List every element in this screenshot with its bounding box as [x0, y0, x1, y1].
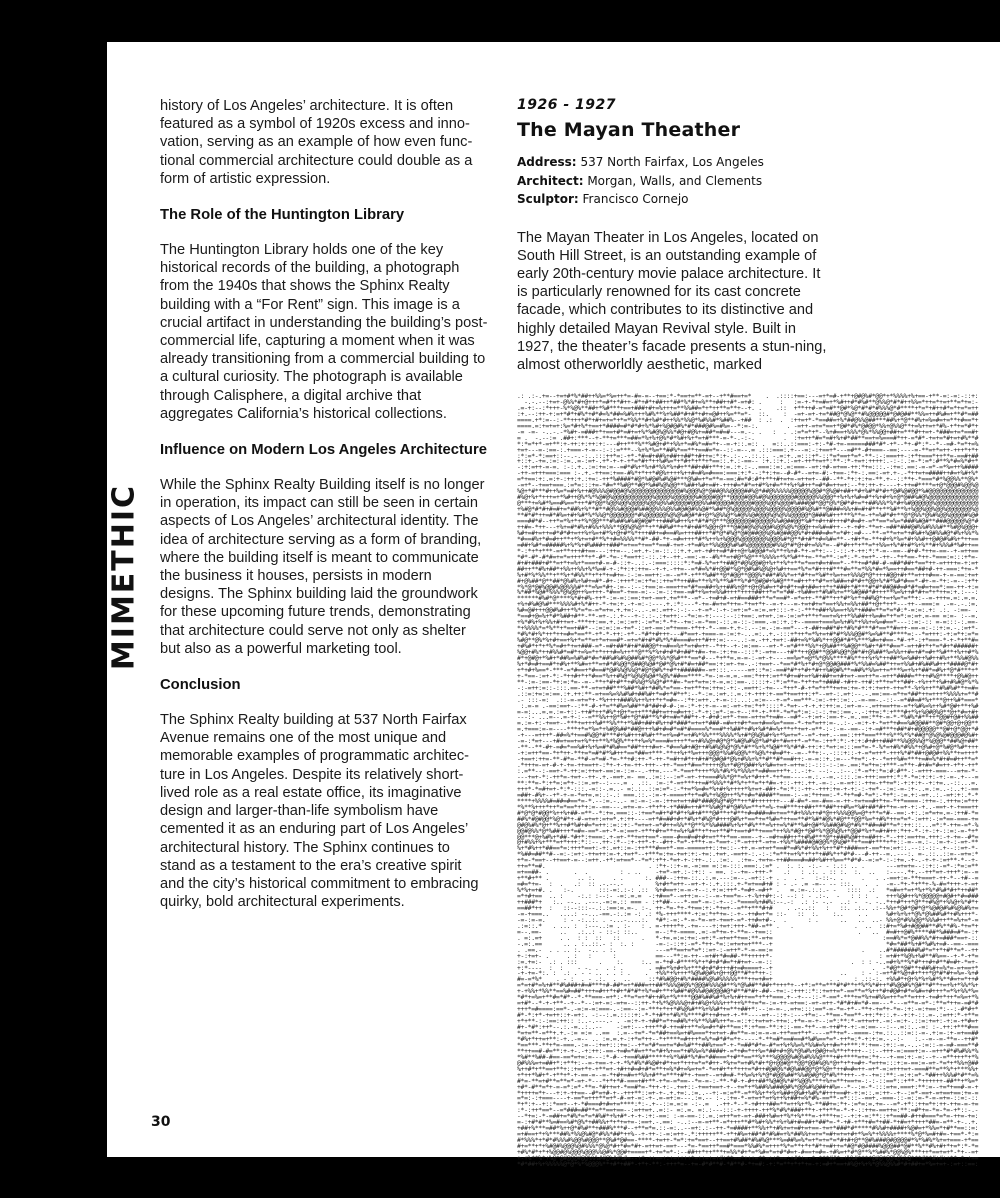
intro-paragraph: history of Los Angeles’ architecture. It is often featured as a symbol of 1920s excess and inno-vation, serving as an example of how even func-tional commercial architecture could double as a form of artistic expression.	[160, 98, 473, 187]
section-heading-influence: Influence on Modern Los Angeles Architecture	[160, 442, 487, 459]
sidebar-label-text: MIMETHIC	[106, 483, 142, 671]
page-number: 30	[151, 1114, 171, 1130]
building-metadata	[517, 153, 829, 209]
article-body: The Mayan Theater in Los Angeles, located on South Hill Street, is an outstanding example of early 20th-century movie palace architecture. It is particularly renowned for its cast concrete facade, which contributes to its distinctive and highly detailed Mayan Revival style. Built in 1927, the theater’s facade presents a stun-ning, almost otherworldly aesthetic, marked	[517, 229, 827, 373]
sculptor-label: Sculptor:	[517, 192, 579, 206]
architect-value: Morgan, Walls, and Clements	[587, 173, 763, 188]
ascii-art-theater-image	[517, 392, 1000, 1168]
sculptor-line	[517, 190, 829, 209]
section-body-influence: While the Sphinx Realty Building itself is no longer in operation, its impact can still be seen in certain aspects of Los Angeles’ architectural identity. The idea of architecture serving as a form of branding, where the building itself is meant to communicate the business it houses, persists in modern designs. The Sphinx building laid the groundwork for these upcoming future trends, demonstrating that architecture could serve not only as shelter but also as a powerful marketing tool.	[160, 477, 485, 657]
ascii-art-glyphs: .: .:-.+=--+=+#*%*##++%%=*%=++*=-#=-=--+==:*-*==+=**-=+--+**#==+=* . .::::+==:---=+*=#-+**+@#@%#*@@*+*%%%%+%+==-+**-=:-=:-::+: -.-.--:+=+-@%%*#+@+++*=#*+*#++-#*+#*+##++*##*%*#+=%**+##++#*-=+#: . : :=-+-*+=#=+*%#++#*#%#**@%%@*#*#++%%=*++=*+=+**=*+=:- .=-+:--:*+++-%*%@%**##+*%#***+==+###+#+=%+++=**%%##=*+*++**=**+--+. . .:: +**++#-=*=#**@#*%@*#*#*#%%%@*#****+*=*+#++#*=*+=*=++ :+.--:++-+:=+*#*+#%*+#*#=%*##=%#%+++%#%**%+%##*#+#*+#+=@#++%=**=*- ::. : -=+-=+-+=*##@*@%@**#%@@@@@#*@#@##**%%=++#%#=+**#*=## ====.+*:=--:-**+++*#*+#+=+=*+*=*%%**#+%#*#++%%*%%@*%#%%#*%##%--+## : .: . :++=+*-*==##=+%*##@%%@##***##%+*@**#%+=%=#=+=**+#==*+ ====.=:+=+=+:%=*#+%*+==+*####=#*#*#+%*%#+%@#@#%*#*###@#%=#%=--*:=-:. . -=++-=+=*==+*@#*#%*@#@@*%%+@%%@**+=%++=+*#%-+*+=*#*+ -= -=- -..-.-*%#+-=###+*+==+#*=#+=+%*%#@%@%%*#@+#@%+=##*=#=#---=.-. . : . .:=*=*+*--%+#==+%%%*@%*%%@@+##+=***#++=+-*###=+=*==#+ = . -.--:= .##+:***--+-**+=***=##=*%+%+@%*#*%#+%+*=+#***-=-*-.-:-. . :+=++*#=*=#+%+#*##**==+=%===#*++-=*#*-+=+=*#+=+#%**# *:*=*+*-=+**:+-++:+:++:+:---#++***%**%#@+#*+%%+*=#%*=#=*+--=-+::.=:: . =::..::===:-+:-*#-+=-=====###*#*-+*--*+-#*:*--*--=#-*=*+=% +=+---=-:==-:.+===-+-=--:-::=***--%+%*%=**##%*==**+==#=*=--::-=--.= .:::===:.+---=:-:+==+*---=#**-#+===--==:----=-**=+*=++-+++*+*+ :*:=*-*:==+::--.-.-:..:::++*=:-+*-*#=#+##%+##++##*+#++=:*:+-.:-.-.::.:. -.=:+..=:::+*-::*=*==+*=*-**-:-:===++-:+*+===*++**=-==#+## +::+.-+=.:=:-:=..=-:=+-.+*-+-+-+*=*#+*++%#%=*+*#+*+**+*==::.+.:-==-- :+.::+.:-=+-++*+=+*:**-:*-+=+:++++:.-:-:.:=-*:=*:#**%*#=%*#+* -:+:=++-=-=. :-:.+..:=:+=:=--=#*#%+*%+#*%%*%+#+**##+##+**+:=.:+.:-..===::=:.=:===--=+:+#-=+==-++:*+=:::.-:+=:.==:-=-=*-=*%=++%#### -++-=+++===:=== :-.+.-++==:+==-#%*+*++*#@%++++%++#=#%=#===:===:+:*--:*+:+=--#-#*--=+=-#:-+==-:*+-:.==:-=+.+-.-*++=+=####++#=+%#+%* =*+==:+:.=:+-:++:+.:+=:-++*%####*#@*%#@#%#%@#***@%#=+*=**=-==:#=*#:#*+**+#+=+=-=++=+--##--**-*+:+:+=-**.+--::**+-*===*#*%@@%%**@%* -=+*--+==+===.:=*=:::+=-*#=**%#@**#@*%##%@%@@**%##+%#+=#+-+++#=*#*=+#*%+#=**+%+%#++*=#*#=++=+:--*+:++-+----+-++=#****=+@*@@@#%@@%@ %@+*#***#++%=*=#+%++#@%%%@#@@#@%@@@@@@@@@@@@@@#%@@@%@*@##@%%@@@@##%@*##@%%%%%@@@@@%@@#*@%@#+##+*#+%#*#*#+*@#%@#@@*%#@@@@@@@@@@@@@@ #%@+%+*+++=+*%#++@%*%*%@#@%@@@@@@@@@@@%@@@@%@@@@@@%#@@@#@@**@@@@#@@%#@%@@@@@@@#@@@@@%%@@@*+%+%+%#=#*+%+#+%+@*@##%#@%@@@@@@@@@@@@@@ @***+=%#*%==#%==*++*#*@@*%@@%@@%@@@@%@@%@%%#@@@@#@@@%%##@@@@#@@@@@#@@@%@@%@@@#%###@#*@@*@%*@#*#+=*+##%%%*%*#+%#@@@@@@%@@@@@@@@@@@@ +%#@*#*#+#=#+=*##%+%**#**#@%%#@@@#%##@@%%%@%%#@#@#%%@#*%##*@%@@@@@%@@@%@@@@%@@@@#%@%#**@###=%%+#=#+#**+**%#**%+%@@%@@%@@%@@@@@@@%@ **#*#*++=#*#%=+#+%#*%*%%@*@@@@@@@*#%@@@@@@%@%@%#@#*#+@*%@%%@*%#@%%@#@@@%@%@%%@@@@@*@###%#++***%**=-+*=%#*#+**@*@%%*@%#%@@%@@@@#%@# ===##*#--++*=*%+*+*%*@@***#%##%#%#@#@#*++###%#++%+*#*#*@***@@@@@@@#@@@@@%%#@##@@*%#*+#++#+++#*#=#+-=**==*=%=*###%#@#**###@@@@@%@*# ++#=-*++---+%+=#*#%+#%%+%%%**@@%@%@**+**##%#**+*#+##*%@@+@***@#@#@%@%@@#%@@%@%*@@@++=%#=#++--+-+#+-**=+-=##*###@#%%#%%%#**%#@%@@@+ %#+=#+=++=#*#*#+=++%+%=+#*%+@+#*%*+++##+=#==#%=+++##++*#*@*#%@*@#@##@@%@%#@##@@%*#+###=#=*=*#+:=#---**-=**=+=*+#%#+%@#%%#@*#%+%%*% *#==#%+*#=#++**+*%+=+#**%*+#=%%%%**#*-##-*+-=#=+++*#*%++%+%@@@%@@@@@@@%@@@%#*@**#+#*+#=%#=**--+#+*=-**+#+%*%=*#+%%#++@#@#%#%+*++== =##+%#*=#####%+%*%+#%###++###*=+==*+==**==#-+=+-+*=#%+*%%@@@%#%#%@@@@@@@#%%@*#*@+#+=%%*=--#*#++*+**=*+%%=+%*#+#*%+%**#+%%%#*%#++== *-:*+*+***-=+**+++#+==---:++=--.:=+.+-:=-::.::+.+.=+-+#++=#*#++@+%#@@#*=%**+%+#-*+-=*+:--:-::-+-++:*:*-=--==--#+#-*++=-==--+-=++== *#*-#*-#*#=+=*=+++**+*-#*-*=-:*==++:-::.:+--++.-==:-=--#%**=+#@*%@***%%%%+*%*%#**+=-**=**-:=*:-*-+=+*--++--*+*==-*++-*===:=:::+*=- #+#+###+#**=+*+=%+*===+#-=-#-::+-..:.-:===:::::*:*=#-%*=+*+##@*#@%@@#@+%+*+%*+**=*==+#=+#==*--**+=#*##-#-=##*##+*==*++-=++++=-+:=+ ##++**#%+##*+%%++%%+%*%=#-+-:*+:+:++=--+-+.-++=--=*#=%*#+@@#*%@*@#%#%@%@+%#++==*%*=*#+++#***#=**=*%%*#=*%==++#==*##+#-++-===:*+=-* %+#*%*%%**+**%+*#%%**+*+*+=#+=-:-:=-==++:-=--=**-+***%##**@*#@@**@@@%*##*#%%*=+*#*+=*%#*+%=+=+%%%@*@*+++#@@+#+**=+++#==-+-=-==:+=+ #+@%##*@**##*@%#%+%#+=#*-#+-:+++*:=:+*=::++=**++##=**+%*%**%#**%*#*@#@#+%#@***=#++*+*#*=+%##=+#*#+*@@+%*#*%#*#==*-#+-=-*+:-=--:+*+ *%*@*@#%@@#%@@%%%#***=%=*#+-:=--:--:+==:=-===++=*#*==##+%++##%+@*+@+@%#=+*#+#*+=#+##=++*+*###+*#***#*#*##@##=#*#*=#=+==*:==-++-+:= %*##*%@#*%%%*@%@@++%=+++-*#==*-+==-=:--:=-::+==-=#*+%=+=%%#+++*++++##++*=*=*##-+%##=+*#%#%+=**%#@##*#+++**%=%++#*#+=*+*++=:+.:---: ******#%#*@****%*#+#%-++*-:=-=::==:+=+-==+.+=***--=*--+=#+#-=+#==###+**=*==#*-=*=++-**#**++*#*%+*+##%@*+=+%=*=**+:--=-+++=.=:.=.=. +%+#%#@%#***%%%%#+%*#++-*-+=:+.-+-=:-:---.+.:*:---*-+=-#=+=*++=-*+=+*+--=-+---=-+=+#+=*==+%%+=%%+##*+@+*++*---++--===:= .-=-.-.:=. %#=@#+++@@#%#++*%*=*=-=*=+=.+.+=:-..-.=:.=++-:-:---+-=*-:-+-:=+:=*-=:=.=+:::-+-:-***+##+%%==+%%*+###=**=*=*#:*-=:=:.+: .:. -:==- . *==#+@=%+*#*%##+#**-**-=+-.:.+---+-:.:-.:+=++:--*=:=-+:---:--::+==:.=+=+.:=-:=:=*+**+*==+=%++*%%##++%=#=*+*=*:=:=+.=-== =:=- :--=. +%*#%+%+%%+#++=+-***++:==.+.:=::=+:-:=*=:*-*+--+=:-=-*==:-::.=-::-:===.-=::+.:+--====+===%=%+#%*+%%+=%=#==*---::=:-:: =-=:::-:.==- *+%%%%*=*%**+*==+##*--:=:=::=-+=*-::=+-==:=*+===-+*++-*--==-+.+-:.--:=.-:=-==*---+-##+=##*#+*#%*#***#*==**#=++-==-=:-::+:=.-.:=+*- *#%*#+%*++*++=#=*==**-+*-*-++:-+*--*#*+#+++---#*==+-+===-=-:=:+-...=:..+.-:::+*++*=*%+=+#*#*%%%@@#*%=%#**#****=:--*=+++:-+:=*+:=*= %#@**@%*%+#+==+%+*=**=+*=+==#*-=+=*#+#*#%*%*#===#=++*#++:=:---..:-=.-++.+=+:-##+=%*%#%*++@@#*#*%***%#=+#==-*#-+*-:+*===-*-+-*+**#= +#%#*+*+*%*=#+*+=+###-=*-=#+##*#+#*##@@*+=#==%+*=+#=++--*++--+-:=:==---=+-*-=*#***%%*+@%##**%#@@**%#+*#**#==*-=++#+*+*=*#+*######+ %@@+#%*++#%%#*=#*+=%=*+*+++#=%++**@**%*%+#+#*#+##*+#=-+=-:+:+=--:::*:-=+=---+#**++@@#**@@#%@@*@#*#+@%##*%=%%++#=+#*=#+*%#**+%++#*% #*+@#@+*%#+*##%=%#%#*#=*##%#%#%@##%#*@@*%%*@%#***==*#---*+**=.=-=-:-=+-+----==%=*=@*%*@%%****#%**++%+%*++##*%=%##++%#++#%+**%%#@%% %+*#=#+==#*+#%+**%#=+**=+#*#%@@*@##@%@#*@#*@%+#*#=+##*==:+:=+-+=-.-:+==+--*==*#*%+*#+@*@@#@###*%*%%#=%##*++=+%%#+#%##%#++*####@*#+ +*+#+%==*-***-=*#==+*#==#*@#%%@%%@*#@*@#%*+#*+######=-=+:::.-----=+::*=:-==#*#*+*#+*#++%#@#%**=##%*%%=++=***%=+%+*##*=#%+*@*#***+* +-*==-:=+-*:-*++#+*+*#==*%++#%@*%@%@%@#*%@%*##==****-*=-:=-=.=.-==:*+++:=+**#+=#+=+%#+##+=+#+=+-==++*=-=++*####=**++#%@****+@%#@++ **-:=-:==-*+:=:*=--=--**+*#+#**+#%%@*%%@*#**#=-*=+*=+=:+-=.=::==-.::::+-:*:=**=-*+*+=*+####-+#++-++#:+**+=*+*##+-+%++*+%#+#%#@*%*% -:-=++:=::-:::.==-**-=+=+##***%##*%#+*##%*=*==-+=+**+=:++=:-+:-.==++:-+=---*++*-#-+*=*+**+=+=:+=-+:+:+=++-++=**-%+%++**#%#%#**+=#= .::=:+=:=:==.:+.++:**-=+==%=%%#%#+##%#+*=#+*#*+*:--*-:=.:=+.:.=.:+-+++:+-==*+==+++:+*--=+-:.=+:--.-.==:==-=*+=*##*++=+++*%%%%+=**# .- :::-=: .::-=-=+=*+-*%++++###%%++%++*+*=#=--:*+:=++..+-=-::...:.=:=---+-=*-==***-:=:-++::=:..-=-==-.-::--=*##=#*%+***@++%#*===* :.=-= .-==:==+--:**-#-+*=**#%=%##**#*##+#-#-:=-:*-+:+-=--=:-=+-+=:*+*::::*-*=+--+-+.+:++:=.:=+-=--.=++==++=-=*+%#%=%++%#*@#+**+%# =-=:...=.=.:=-+::-++#*++*#%*+@+*=++***##+=++=#=++:-*-+::=*-:=-+--:**-+-***-*=*=*:=:-:-:.+=::==.-.-:++=:*:+***#+*%+%@#@%@**@+*#=+#+ ---:- ...=--.=-+-:--=**%%++@*%#+*@*##**%*#+=#=*##*+-+-#+#:=+*-+==-=++=*+=#=--=#*--+:=+-:==-+-.=..==:**+-=-*-*%#%*#**++*@@#+@#+%%## =.:=-+:-+==+--***+=+++%#**%%**+*%##+##+#%++#*###*=+=+*###-=#=++#+*==+#==%=*===-*-+=*=++:=-..:-.-=:+-+-*=+*+#==%#@@##**@#*@@+@+@@** =.+===:=-=----***+*=*%=*+%#@%##*##@+++%#+#=#*=#*#====%*==#*+%##*+#%+%#*#=%+**+*+=+-=**-:-:-=--==--:+-=#***+##*#+#@@@@@**@#+@*@@+*# -+---=+++*-##=%*+==#%@@*#***#+%#+++#%#+**=+%=#*=+#%*%%***%%%%*%+#*@%@%#+%+*%=+=*--=*-+=+.--==::++*===***+%**%*%*##@*@%@%@#@@@#@%#+ -=-:*=+---+#=+==+=+%*++**%*%@%**+*+%=%*===#=+++**=+#%%@+#@*@*%#@%#%@*%#*#+*#=++*-=**=-:++*:*:-+:+:#+#++###**%%@@%%@*%@@@**##%@+##* -**--**-#+-=#=*==%#+%+%=#*#%#==*##*+++#=+-*#==%#+#@++#%#%@%@*@%*#**%+%*%@#**%*#*#-++:+:*=+:=:::==*=-*-%*=+#%*#%%*+@%#+@*%#@*%#*+++ -+:=++*==-*+*++-**+=*=#*#*%#++*==*##=+***-**++%+*%=+++@@@*%%#%@@%**%@%*+#=#*+--=--**+:-.-:::+::-+-=*=++*-+++%*#*##+@#@#+%%**+=+++* -+==+:++=-**-#*=-**#-=*=#-*=-**+#:++-*-++-*=#++#*++#+#*@#@#*@%+#%%+%**#**#*==#++:-=-=::+.:=---*+=*:-+--*=++%#=***+=#=%*#+#=#++**=* .*+++=-=+-#-+-+=-++==++-:*+-+-+=-++-+++--++-*==+*#==*++++@%+*#@*@##+%+%#=+=+-=++=::-:::-:-:=-.==:*=*+=:+***-=**+-#+#=*#=++-+*+-++* :.=**--:-==+-*-++:=:++=+-==:=-::=--.-++=.---*-*==+*+++*%%*#%*%*%%%+*=##==++*+.:.-:+- --:-..:--.:*-=*+:*=:#:#**-:-=+++-===---=+=-*- ---+=+-*:-++*=-+=+--++-.+.-==+.=- ==..:=::--:=*-=+-++===#%%*@**=%+*#++*-*+*==-----=.:.--=.-:::.:=-+++:==++:*:*-*=:+:+:-+:-=-.+---= **:**=-*:+*=:=*+-::=.=+--:---.= . .::. :=-:*-=+***++=#*%%%**#*%*+**=*+*#=-+::-++:.++.-=-:.-=-=+::-++=-+*+=*:-+:+:+--+:+=..-::...=. +++*-*=#+=+-*:*-:::.-=::-.=..- =:.:..::=:=*-:-*+=*%=#=*%+#+%++++*%+=+-##+-*=:*::-++--+++:+=-+-+:-:-+=*--:=:-=-:+-..=.:=..-:..+:-== =##+-#%+--+*-+-=-*=+=.=:.:-.: ===.::.-:=-+-====+*+*=#%*+%@@++*%*+#=*####**===-:--=:*++==:-*-*+*=#-*=*:-*+*:-:=.+:-=+..:.-=+:+:.*-* ****+%%%%#=##=#==*=-*.--:=.-..- =:-=-:-=-:++=+=++##*###@%@*#@**++*#+++++++---#-#=*-==-#==-=-++-+=+==#+*+=-*+*====-:++=-:.+++=:=*++ *%**%+++*++*=*==*+*+:=--==---.=+=-=--+*+*+-+*###=++#**%%#@*#*@#%%=**+*=%-+=#***++##+***##*++#%=*%#+##*#+*+=-=+-+:-+..-==+-+-+===++ #*@*@*#@@*%++%+##-=**--*:+=.===::-:+==*=#+*#*#*+%#+#***@#**+*#**+#=###=#=+==**#+%%%++#*@++%%%@@%=@*+**=*#--==:-+:.:=*=+=.=-:++#-*= ##%*#@#@@*%@*#*+-#-=+=+:=+=*.+:++----=+*#=##+#+*#%+*#%@*#+++@#%+*==*+=*%#=*++==**#*%#*#@%*#@***@@*%=*+#%*++=*=*-:=++:-:=*==-===-+= @#@%#%*@+**%++#*%#+#=*=++::=::+:-*=+=+-=*#++=%%**@**%*%%####%+%+*#%***=%++=%*#**%#+@#*%%##@#%@*#%**##=##**=*:++:::...=*:*-++=-=*-% @@#@%%*@*%##+++*=#=-==*-=+-*-=:==+-+**+#+=**+=%+%#**+*+=+**#*+==+#**+===*++%%*#@+*@#*%*@@%@%+*@@#*%+*=#+#++:*++-*-:+-:+-::=:-=-*+* @@***@+%#%+*##-*#+*:+===:.+-=+-**+=++==*-===-#==#=#+#+=+**+*==-===--+--=#+=##++*+#%#***@*+###%@#++=##++-*--++:==++=.+++:-+-+=--#*= @+#%%+%+***=+*+++:*::--.++-:*--:+-++*-+--#++-*=*-+**+-=-*==+-:*-=+++*-=+=-+%%*%####@#@@%*@%@#**+*==#+***+*+::-=--=.:-.:=-+-:-=+-** %+*#%++*##==*=:+++*==+:-+:.=+::=-:++***#==+*-==-=====++::+=::--++.=-=+=+*==#*=#%*#+%%+%++*#*+###==+-==*+=:=+::.--::-::-.+--::=+-*- *%##=##**#--=:-:=+:-++=++:=-+.+=+*--+***=:+=-+=+:+:-+=:.+=+.-==++-:.-:-:*=**+=+%*+*+*+##%*+*#*#---#-++--=..---:. =-.::..::=--=+=:* +*=-*==+--++==+-=--:=++.-+*:=+==*--*=*:+*+-*=+-+-:++-.:..:=:. .:+=-.+=+=-++##===#=##+%#++%==**#*#--=:=*-:-:+=.-+-.-+-+-:=+**-*--+- ++=**=#. . :*+-::+-=.-=:== =::=-:::.===:.:=* . :. :. -:.- - :.:: .. . ---=+=+=--::+::-=*-:*=:=** =+==##- . . . : . .. -+=*-=+.:-:+:: - ==. :--+=--+++-* .: : .:. . :: :. :. .. :----.*+.--++*=+-+++*:=--= +**#+** . .. :. . . :. ###--:++=-::..:.=.---:=--.-=+::-+ . . . - :-::-. . . . .-==+:=-**+===+-++-*--+#--= =#=*+=- : . .: :: .-.--.- . %+#+*=++--=+-+-:.+.:::.+-*=+==#+# : - .- .= -=-- -- :::. . . -=--*+-*+**+-%-#=*+++-+-=+ %*%+=+#. . :-. :::-=:.:-: .:: %+#==+:=-=-+--:.+:=:++*-*=#+-=#+* . =.:=-.:.:.- - :::: .: *=#=+*=+*%+*%*#%#*#+*++##* =*+#+== .. : -:.: :--:- -=:.=.= -:+#==*--=++:=--:--=-+==*=--+-%++#+:-: --: : - .:-. - : : : . +++%@#++%*@@@@@+#@#+*#=### ++###*+ :.. --.. .---.-=:=.:: === - :+*##----*-==*-=-:-+--:-*====%+##%:--.-: .: :- -.- ..: - -. -..*++#*++*@**+#%@*+%%@+%*#*+ ==##*++ : ::--:::--.:.:==:=.=-. :-. ++-*=-*+-*+==:+:-*+=+--=**+***#+# . .-..:: : ::. .:.. .:--%%+*@#*@#*@*%@#@#%#%@%#%+= -=-+===.. ....: --...-==.-:.:= -: .: *%-+++****-+:=:*+*+=-:-+--++#=+*= ::- :: :. :.. . . %#+%+%+*@%*@%##%#*+#%+++*- -=-:=-=. : - -:..:. . -...-....:. *#*:-=:-*-=-*=-=+-+==+-=*-++#=+#-. . : . .. .. ..- %%+@*#%%@@*%%%#++**=%+=*-= .:=::.* . ... : :---..:= . :- : . =-++++*+.-+=----+:+=+:+++-*##-=** . . . .. ::#+=*%#+#@@##**#%**#%-*+=*+ =--.==- .. .:..: - ::-: ::.. =--:*+-====..=:-=*+=-+-**=--+==:: . .. #=#++@#%****##*%###=#*=-:+ . =:.=+ . . : : :: :: . *-+=.=:=:+=:-=+:*-=+=+*+==:**-=+= :==#%*=*@##%%*#+=###*==+-:: -.=:.== .. . :..::.- : :. : -=-:-::+:-=*-*++-*=::=+=+=+***--+ *#=*##*%+#*%#%+=#--==--=== . .==.- . . .. :. -.. . :. ---=**==+=*=*::=+-:-=++*-*-=-==:= . ..#*#######%#*=*+*+#**=*--++ +-:+=+- . . : : : ==---**:=-++--=+#+*#=##-**+++++*- : =+#+*%@%+%#**#%==--+-*-+*= :=.+=:- .: . ::: . :. :.. =-*+#-#****%*+*#+#*#=*+#+=+--=-:: . : : -..=#+%**%*#*++#+#**#=#+-*=+- +:*---- : : - -. . . : . . =#=*%+#+%+***#+#*#+++#+=#====+--+ . -*#@**@#**+##%#+=%*=-=+==+* -+-+=-*:. : .: . - - .. . . : . . +%%*+%+++*%@%#@#%+@++@@**#*+*++-: .. : - :-=+*#*%@+#+*++*@*#*#+=%=-%+# #=-=*%* . - : . - .:. . .. ::*#%#@@+#%*####%@%#%%%%%***++=+#=+ . . : .::-:. +%%#*+@+%*%+%#*%**#=+=*++# =*=+#*=%+#**#%###+#=#***+#-##*=+*###=++##*%%%@#@%*@@@#%%%@#**%*@%##**##+*+++*+--+*:=**=***#*#**+*%*%*#++*#%@@#%*@#**#**+=+%+*%%*%+ +-+%%+*%%**==%#=##*+++=#++*+#+*#*#*+%*=#+**+%##*#@%%#@#@@@#@*#**#*#+-##--+=:-:+++::*::+=++=*-==**=*%++*#+#@#+#*=%#=+#+++*=*%+%%*%= *#*+=%=+**#=*#*--*-**===-=+*:-**=*=+*#++#%+*%****@@#%##%#*%+%+#++==*+*+*===.+--+---::-*-==*-***+=*%+=#%%=++*=**=+++-+=#+*++*=%=+*% =+#*--*-+-+**--+--*--:=+-=:-=+=--::++-*+%*%@%%%@+#+#%@+%%%++*++%**+=*=-:=-++-=+==:-=+-=++-*#*#+#=*#-==---*---=**=-=*-:**=*++=-=#*# +++*=#====:==*-.-=:=-=:===-.-:==--:=-***+*++*#%@%#**%+%%#*+=**+##+*:--:=-=-..=+=::::==*-=-*=-+*--**+-+=*+-*=-:+:-=:+==:*:--:-#*#+* #*-*:+*-+=++::+-=+:. -:--:.=.::::+:-*-*+#*+*#%*%****#*++#+=+-+-**----=+--::+-:---+*=:--**==-*==**-++:*+::.+--+:+-::.=-.:=++:*-+**= +*+**-:-:==:++:: :..-.---.- . -=:+-+-+##*=*+=##%*+%**%%#%++*=-=::+:+=+=+-++=:.+*=-=-+--:=*:**:*-=++=++.-=:-=:+-.::=:+=+:-+:=-+*#=+ #+-*#*:++*--.:.-=..:..-- -:=+:---+++**#-++=#++**=%=#+*#+**==:*:+*==-**:+::-==-*+*--=-++#*+-+:-=:==---:--.=::..-=: :-.++:+***#== *=+=**-=**+.+.-:= =:= ..== :.=--+=*-*=*##+==%=+#%===*+=+=+-#=**=-=:=-=-=-++*==+*+*----=**+=*--====-:+=.::..::=::-=-.+:=-:+-=+==## *#%+*++=+**:-+..-=-- .. :=.=.+-:+*=*++--*+****=#+++*=%*=#*#*=*+-----*-**=#*==#==#*%#%==*=*-++*=:*-+:+:=.-.-:- :.--=--=-**=--++#* *==***-**+*=-===.-:=--:+=+:::+=:--+*=*#*==+=*#=%#**+##%+==*-+-*=##*#*=-#*=+%+%%=%*%%#=%++#=*+***:*:+==-:+::-=.-..-:=::-=-=#-===**# **++==#-#=**:+-+-.-+:++:-==-+=#=*#=+**=*#+%+==*+#%%=%*####+-=*+#=*++%=*##+#+@%*@%#%+@#@+=%**+*+++--::--+++-=:===+:=--=++*#*#%#%%*% *%#**%##-#==-==*=+=:=---:*-#--+==#%##*****+%*%##*%*#=*##===*+#**==**%***%@@@@%#@%#%%%@***+#+****=+=:*+---+-==:+:-=:--+--=**+++*+*% @#%%%=+=##+*:+**+:--=-+==-+-+-*%*#%*#%@#+#*+=+*+++=*=*#++-*%+=*=+#%*#+*@+@@#@**@@*@@#%@%*@+*+*+=#+-*=++=:::+:=-==:=-=+-*=*+*%%+@## %++#*+**==+**+::+=+*+-+**=+-+#++#=#+#*=**+=%*#+=%=+=*-*=+#+*+*+++=*#++#@#@%*#@%##@@*@*%@+*++#=#=++-=+*-=:=+++=+-===#**=**%*+***%%+ +*++*%#+*-+**+*-+-==-=--=-*+#+=#=+*%%+#**=***+#*+-+==+--=+#=#-*+%=%+%*@*#@@%##*%%#@#@*@*#%**+++--+--+=::**:-=:+:=*-*##++%%%#*#**=% #*=-**=+#**=**=*-=+-*---*+*+*#-===+#+**-+*=-=*==--*=-=-:-**-*#-+-#++##*%@#@%*#*%@@%***+%+=**+==+=-:-:-::==*::+**-*++++++-##**+*%=* +#*-#**=*+-=-=*:=*-**=-*#++=+-*==#*=-*++-+:-.+=+::-+==+==+-+--+=*+*%##%%###@#%*@@%#%@##+#%=--*--:=-*-:::=+=.===+:**:=--+=*+==#-=-+ *++++=*+---+:+-++==--#*=+#-+--+++**::=+-+-.+.+=:.:=..--+:-=:=**-=**%%+*+%+%##+@%#+%#%*#+++==#+-+:=::.=:++--+--:=*-==+-=+==+==:+=-= =*=:-:+===----+-==*=+++**=+*-#-=+-=:-+-.=-=+:=---.:=.-- :-.:+=-*-=+=+*=+%++%+##+=%*#%-==**-=*:::--==+.-===-::-=::=-*-=-=+=-::=:-:: *+*:+--+::*==+--+-*#===#+#=+=****:*:-.+--::=.=:= -:-.= .-++-*--*-+#+++##=**=++%+*%-**##+=:*+-:=*=:=.+=---=*-+*::++=*+:++-++=-=-+= :*-:++*==*--=*###=##**=**==+==--:=++=+..=::- =:.=. =:.:---:::-+-++++-++*%*#%*###+**+-+*+**=-*-+-::++=-==++=:**:=#*+=-*=-*=-+*::-.- --*+=:-*-=##+=*#%*=*=*#%#*+%+#*-+-+-:+:-==: :-=-==-::.=.:=++*=+-=+-###+%#=+*%*+%***=-+***+=:--+:+-=:**::+*==##-#++#===*=*=-++=-+=: =-:+#*#**%=#==%#*@%*+##%%+*+*+=+=-:==+.-.==: -..:--=-=+**-=*+++**#*%#+%%*+%+%#+#=##+*##*=-*-+#-+**+#=*+##-*+#=+*+++*##=-=**-+-..+. +##+%***=##*%++@*#%#**+###%***#--+**=*=.::-=:..--=+:.:--++-*=####+**%%+*+#%+=+=#+=+==-+=+*###*#*****#%%#+####+%@#=+*%%=*+#**==::=: =+#==+*+%***##%*%%@%#@*#%%*##*++%--+-++-:-=:=++-.*:+++++**-+*+#%=+##*#*#%#=+%*##%%+=+=*=#+=+=+#+*%=%*+%%%%+****%*@*%=#+#=-+==*-*:= #*%%%*+*#*#%%%#%@@%#@@@**@%#*@#==-****-+=++-*=*:+=*==+--++==+#%##*#%#%@***%=##%=%*=+*=+=*=*#+#+@**@#%###@#@@@@#*%*%#%*%+=+===-+*== #+=**+*+%#@#%@@@%@#%%%*@%@*#+*#=*#+-=++=+-==+---*=-*==++*==#*===*%%#%*=+++*%*=**+*+*#*+=#++=*#@*#@####%@@@##*@#**%**#%+#+*+=*:*-*= +#%*#*+*+%@@#@%@@@%@@@%%@#%*@@#+====+*-+=*=*-:--##++*++***+=%%*#+*=*%#=*=+#*#=+-#==+=#=-+#%=+*#*@**%*%##%*@@%@%***++*==+=+*-*+--=+ +-+%**%*+%@*@#@@@#@@%%%##@%##%#=--+*-++==+:+=++++*=++=+=+#+**==*+++=**=++*==:+#*+=-*-***##*=+%%#****@#@*@@%@%%@***#**#+#++**-*-+== *#*##+%+%%%%%@*@*%*%@@@%**+#*+##*-+*+-**:-+++*=--+=-#*#**#-*#**#-*+=#:-+:*=**+*+*+=-+:=#+*==+#%@+%+%*@%%@%%#*#+##+=*%=+=+-:=+::==:	[517, 392, 979, 1168]
architect-line	[517, 172, 829, 191]
address-line	[517, 153, 829, 172]
date-range: 1926 - 1927	[517, 97, 616, 113]
address-value: 537 North Fairfax, Los Angeles	[580, 155, 764, 169]
section-body-conclusion: The Sphinx Realty building at 537 North Fairfax Avenue remains one of the most unique and memorable examples of programmatic architec-ture in Los Angeles. Despite its relatively short-lived role as a real estate office, its imaginative design and larger-than-life symbolism have cemented it as an enduring part of Los Angeles’ architectural history. The Sphinx continues to stand as a testament to the era’s creative spirit and the city’s historical commitment to embracing quirky, bold architectural experiments.	[160, 712, 479, 911]
article-title: The Mayan Theather	[517, 119, 741, 141]
magazine-page	[106, 42, 1000, 1168]
section-heading-huntington: The Role of the Huntington Library	[160, 207, 405, 224]
right-column	[517, 97, 829, 374]
left-column	[160, 97, 488, 929]
sculptor-value: Francisco Cornejo	[582, 192, 689, 206]
architect-label: Architect:	[517, 173, 584, 188]
address-label: Address:	[517, 155, 577, 169]
section-heading-conclusion: Conclusion	[160, 677, 241, 694]
section-body-huntington: The Huntington Library holds one of the key historical records of the building, a photograph from the 1940s that shows the Sphinx Realty building with a “For Rent” sign. This image is a crucial artifact in understanding the building’s post-commercial life, capturing a moment when it was already transitioning from a commercial building to a cultural curiosity. The photograph is available through Calisphere, a digital archive that aggregates California’s historical collections.	[160, 242, 488, 422]
sidebar-label	[107, 462, 141, 692]
